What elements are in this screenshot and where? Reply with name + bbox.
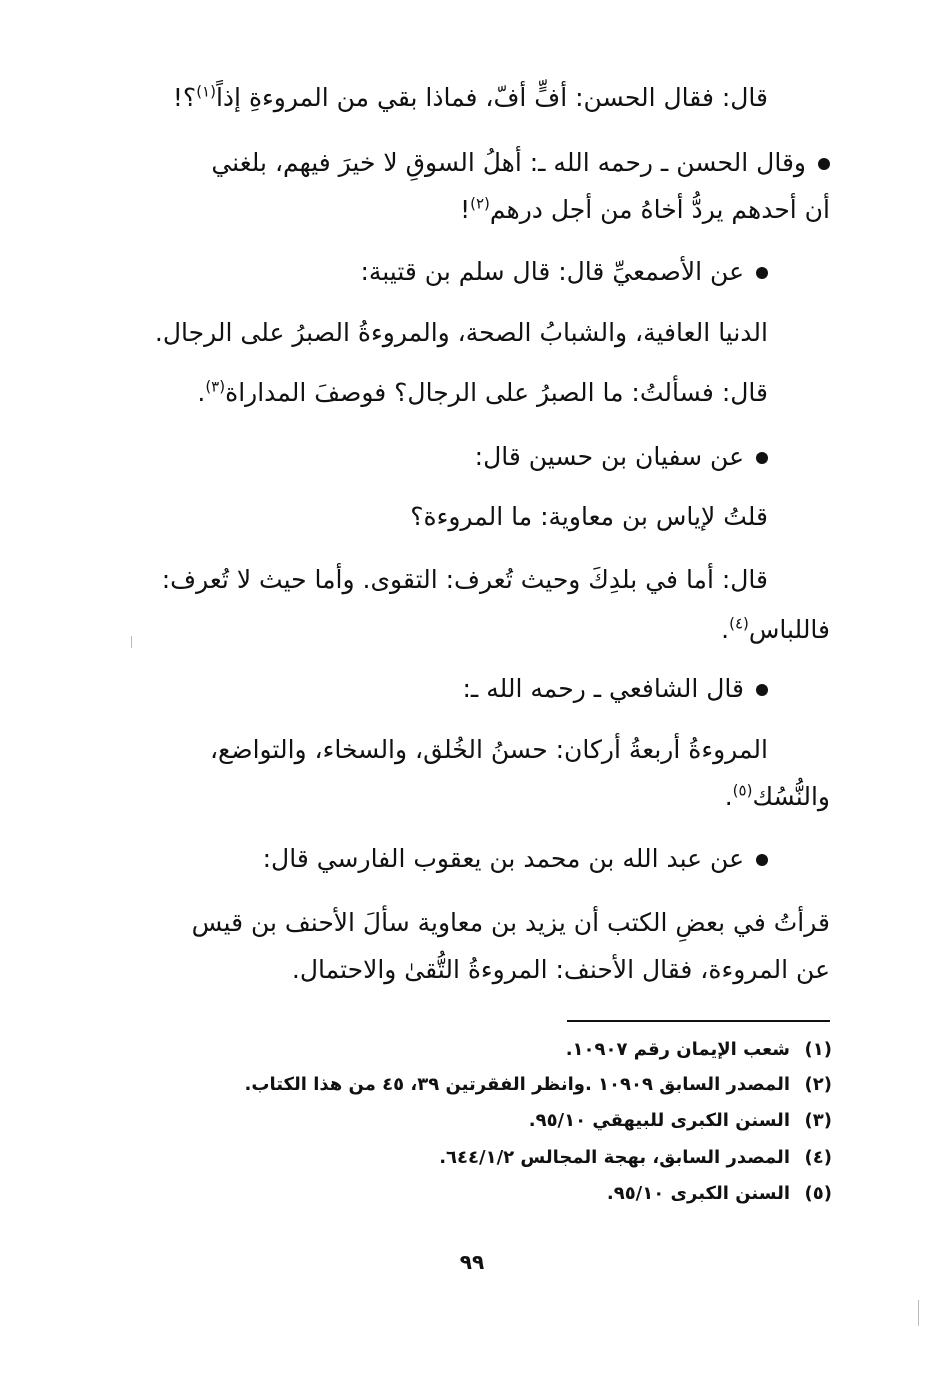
- paragraph-iyas-answer-cont: [721, 610, 830, 650]
- paragraph-text: قال: فسألتُ: ما الصبرُ على الرجال؟ فوصفَ المداراة: [225, 378, 768, 407]
- scan-mark: [918, 1300, 919, 1326]
- scan-mark: [131, 636, 132, 648]
- paragraph-text: قلتُ لإياس بن معاوية: ما المروءة؟: [410, 502, 768, 531]
- footnote-text: المصدر السابق ١٠٩٠٩ .وانظر الفقرتين ٣٩، ٤٥ من هذا الكتاب.: [244, 1074, 790, 1095]
- paragraph-iyas-question: [410, 497, 768, 537]
- paragraph-four-pillars-cont: [725, 777, 830, 817]
- paragraph-ahnaf-cont: [292, 950, 830, 990]
- footnote-text: السنن الكبرى للبيهقي ٩٥/١٠.: [528, 1110, 790, 1131]
- bullet-icon: [756, 684, 768, 696]
- footnote-ref: (٤): [729, 614, 749, 633]
- paragraph-text: عن المروءة، فقال الأحنف: المروءةُ التُّقىٰ والاحتمال.: [291, 955, 830, 984]
- paragraph-end: .: [197, 378, 206, 407]
- footnote-separator: [567, 1020, 830, 1022]
- footnote-ref: (٥): [732, 781, 753, 800]
- footnote-text: شعب الإيمان رقم ١٠٩٠٧.: [565, 1039, 790, 1060]
- footnote-text: المصدر السابق، بهجة المجالس ٦٤٤/١/٢.: [439, 1147, 790, 1168]
- footnote-2: [245, 1071, 832, 1099]
- paragraph-text: أن أحدهم يردُّ أخاهُ من أجل درهم: [489, 195, 830, 224]
- paragraph-text: وقال الحسن ـ رحمه الله ـ: أهلُ السوقِ لا خيرَ فيهم، بلغني: [211, 148, 806, 177]
- footnote-ref: (٢): [470, 194, 490, 213]
- footnote-number: (٣): [804, 1110, 832, 1131]
- paragraph-text: عن سفيان بن حسين قال:: [474, 442, 744, 471]
- footnote-ref: (٣): [205, 377, 226, 396]
- paragraph-iyas-answer: [162, 560, 768, 600]
- footnote-number: (٢): [804, 1074, 832, 1095]
- paragraph-market-people-cont: [460, 190, 830, 230]
- paragraph-shafii: [463, 669, 769, 709]
- bullet-icon: [818, 158, 830, 170]
- paragraph-text: والنُّسُك: [752, 782, 830, 811]
- footnote-ref: (١): [196, 82, 216, 101]
- paragraph-market-people: [211, 143, 830, 183]
- footnote-number: (١): [804, 1039, 832, 1060]
- paragraph-text: المروءةُ أربعةُ أركان: حسنُ الخُلق، والسخاء، والتواضع،: [209, 735, 768, 764]
- paragraph-text: الدنيا العافية، والشبابُ الصحة، والمروءةُ الصبرُ على الرجال.: [154, 318, 768, 347]
- paragraph-dunya: [155, 313, 768, 353]
- paragraph-end: ؟!: [172, 83, 197, 112]
- paragraph-end: !: [460, 195, 471, 224]
- paragraph-text: قال الشافعي ـ رحمه الله ـ:: [462, 674, 744, 703]
- paragraph-text: قرأتُ في بعضِ الكتب أن يزيد بن معاوية سألَ الأحنف بن قيس: [191, 908, 830, 937]
- footnote-number: (٥): [804, 1183, 832, 1204]
- bullet-icon: [756, 452, 768, 464]
- paragraph-asmai: [360, 252, 768, 292]
- paragraph-end: .: [721, 615, 730, 644]
- bullet-icon: [756, 267, 768, 279]
- footnote-number: (٤): [804, 1147, 832, 1168]
- footnote-1: [566, 1036, 832, 1064]
- paragraph-text: قال: فقال الحسن: أفٍّ أفّ، فماذا بقي من المروءةِ إذاً: [215, 83, 768, 112]
- footnote-5: [607, 1180, 832, 1208]
- paragraph-four-pillars: [210, 730, 768, 770]
- bullet-icon: [756, 854, 768, 866]
- paragraph-text: قال: أما في بلدِكَ وحيث تُعرف: التقوى. وأما حيث لا تُعرف:: [161, 565, 768, 594]
- footnote-4: [439, 1144, 832, 1172]
- paragraph-end: .: [724, 782, 733, 811]
- footnote-text: السنن الكبرى ٩٥/١٠.: [606, 1183, 790, 1204]
- paragraph-sufyan: [475, 437, 768, 477]
- paragraph-text: عن الأصمعيِّ قال: قال سلم بن قتيبة:: [360, 257, 744, 286]
- footnote-3: [529, 1107, 832, 1135]
- paragraph-abdullah: [263, 839, 768, 879]
- paragraph-patience: [197, 373, 768, 413]
- paragraph-ahnaf: [192, 903, 830, 943]
- paragraph-text: عن عبد الله بن محمد بن يعقوب الفارسي قال:: [262, 844, 744, 873]
- page-number: ٩٩: [459, 1250, 485, 1274]
- paragraph-hasan-quote: [173, 78, 768, 118]
- paragraph-text: فاللباس: [748, 615, 830, 644]
